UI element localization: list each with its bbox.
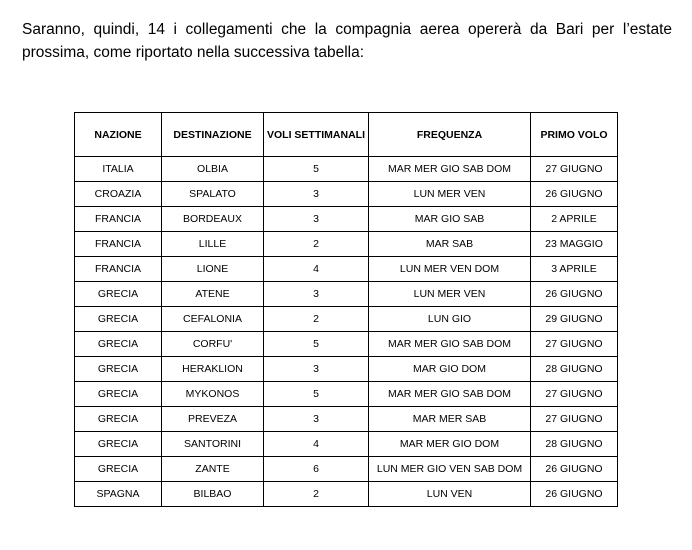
cell-destinazione: CORFU': [162, 332, 264, 357]
cell-frequenza: LUN MER VEN DOM: [369, 257, 531, 282]
cell-voli: 2: [264, 232, 369, 257]
cell-primo-volo: 27 GIUGNO: [531, 382, 618, 407]
cell-nazione: GRECIA: [75, 282, 162, 307]
cell-voli: 3: [264, 407, 369, 432]
cell-nazione: GRECIA: [75, 382, 162, 407]
table-row: [75, 232, 618, 257]
cell-primo-volo: 26 GIUGNO: [531, 282, 618, 307]
cell-voli: 2: [264, 482, 369, 507]
cell-nazione: GRECIA: [75, 332, 162, 357]
cell-nazione: FRANCIA: [75, 207, 162, 232]
cell-nazione: GRECIA: [75, 432, 162, 457]
cell-frequenza: MAR MER GIO SAB DOM: [369, 332, 531, 357]
cell-voli: 5: [264, 332, 369, 357]
cell-nazione: GRECIA: [75, 457, 162, 482]
table-row: [75, 357, 618, 382]
header-voli-settimanali: VOLI SETTIMANALI: [264, 113, 369, 157]
cell-voli: 4: [264, 257, 369, 282]
cell-frequenza: MAR SAB: [369, 232, 531, 257]
cell-voli: 5: [264, 382, 369, 407]
cell-frequenza: MAR GIO DOM: [369, 357, 531, 382]
header-nazione: NAZIONE: [75, 113, 162, 157]
cell-nazione: FRANCIA: [75, 232, 162, 257]
cell-destinazione: MYKONOS: [162, 382, 264, 407]
cell-primo-volo: 28 GIUGNO: [531, 432, 618, 457]
cell-nazione: GRECIA: [75, 407, 162, 432]
header-frequenza: FREQUENZA: [369, 113, 531, 157]
cell-destinazione: LIONE: [162, 257, 264, 282]
cell-frequenza: MAR MER GIO SAB DOM: [369, 157, 531, 182]
cell-destinazione: ZANTE: [162, 457, 264, 482]
cell-primo-volo: 26 GIUGNO: [531, 457, 618, 482]
cell-voli: 3: [264, 207, 369, 232]
cell-nazione: CROAZIA: [75, 182, 162, 207]
cell-voli: 3: [264, 282, 369, 307]
flights-table: [74, 112, 618, 507]
cell-primo-volo: 27 GIUGNO: [531, 407, 618, 432]
table-body: [75, 157, 618, 507]
table-row: [75, 332, 618, 357]
cell-frequenza: LUN GIO: [369, 307, 531, 332]
table-row: [75, 382, 618, 407]
cell-nazione: ITALIA: [75, 157, 162, 182]
table-row: [75, 257, 618, 282]
cell-frequenza: MAR MER GIO DOM: [369, 432, 531, 457]
cell-destinazione: ATENE: [162, 282, 264, 307]
cell-destinazione: SPALATO: [162, 182, 264, 207]
cell-frequenza: LUN VEN: [369, 482, 531, 507]
cell-primo-volo: 26 GIUGNO: [531, 182, 618, 207]
intro-paragraph: Saranno, quindi, 14 i collegamenti che la compagnia aerea opererà da Bari per l’estate prossima, come riportato nella successiva tabella:: [22, 21, 672, 61]
cell-destinazione: HERAKLION: [162, 357, 264, 382]
cell-primo-volo: 26 GIUGNO: [531, 482, 618, 507]
table-row: [75, 432, 618, 457]
cell-frequenza: MAR MER SAB: [369, 407, 531, 432]
cell-destinazione: SANTORINI: [162, 432, 264, 457]
cell-voli: 4: [264, 432, 369, 457]
table-row: [75, 182, 618, 207]
cell-primo-volo: 29 GIUGNO: [531, 307, 618, 332]
cell-voli: 6: [264, 457, 369, 482]
cell-voli: 3: [264, 357, 369, 382]
cell-primo-volo: 27 GIUGNO: [531, 332, 618, 357]
table-header-row: [75, 113, 618, 157]
cell-primo-volo: 23 MAGGIO: [531, 232, 618, 257]
cell-destinazione: BILBAO: [162, 482, 264, 507]
cell-nazione: GRECIA: [75, 307, 162, 332]
cell-primo-volo: 2 APRILE: [531, 207, 618, 232]
cell-primo-volo: 27 GIUGNO: [531, 157, 618, 182]
header-destinazione: DESTINAZIONE: [162, 113, 264, 157]
table-row: [75, 307, 618, 332]
cell-nazione: FRANCIA: [75, 257, 162, 282]
cell-frequenza: MAR MER GIO SAB DOM: [369, 382, 531, 407]
cell-destinazione: BORDEAUX: [162, 207, 264, 232]
cell-nazione: GRECIA: [75, 357, 162, 382]
cell-voli: 2: [264, 307, 369, 332]
table-row: [75, 457, 618, 482]
cell-voli: 3: [264, 182, 369, 207]
table-row: [75, 407, 618, 432]
table-row: [75, 207, 618, 232]
cell-destinazione: CEFALONIA: [162, 307, 264, 332]
table-row: [75, 157, 618, 182]
cell-frequenza: LUN MER VEN: [369, 282, 531, 307]
cell-destinazione: PREVEZA: [162, 407, 264, 432]
cell-nazione: SPAGNA: [75, 482, 162, 507]
cell-frequenza: LUN MER GIO VEN SAB DOM: [369, 457, 531, 482]
table-row: [75, 482, 618, 507]
header-primo-volo: PRIMO VOLO: [531, 113, 618, 157]
cell-voli: 5: [264, 157, 369, 182]
cell-destinazione: OLBIA: [162, 157, 264, 182]
table-row: [75, 282, 618, 307]
cell-primo-volo: 3 APRILE: [531, 257, 618, 282]
cell-primo-volo: 28 GIUGNO: [531, 357, 618, 382]
cell-frequenza: MAR GIO SAB: [369, 207, 531, 232]
cell-destinazione: LILLE: [162, 232, 264, 257]
cell-frequenza: LUN MER VEN: [369, 182, 531, 207]
